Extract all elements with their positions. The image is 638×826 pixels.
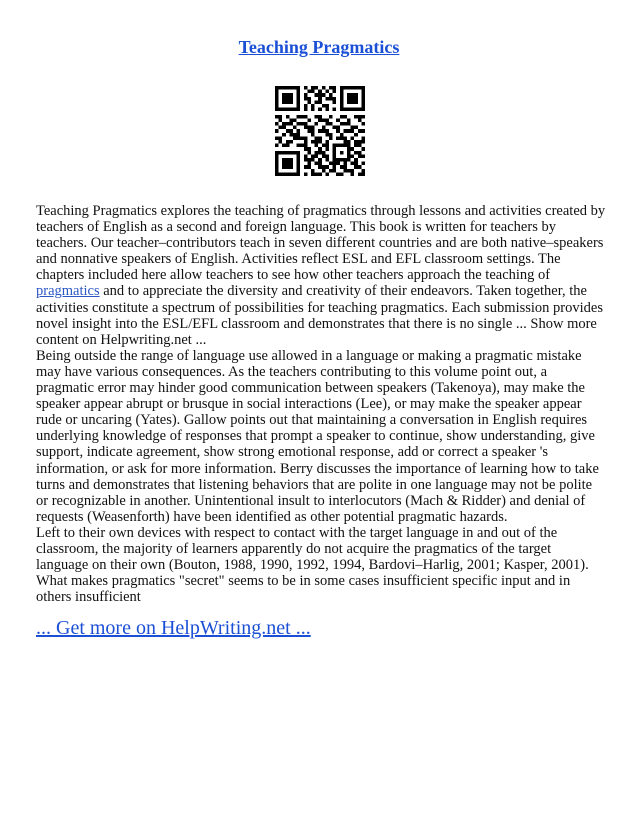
- qr-code-icon: [275, 86, 365, 176]
- article-body: [36, 203, 606, 605]
- paragraph-1-text-start: Teaching Pragmatics explores the teaching of pragmatics through lessons and activities created by teachers of English as a second and foreign language. This book is written for teachers by teachers. Our teacher–contributors teach in seven different countries and are both native–speakers and nonnative speakers of English. Activities reflect ESL and EFL classroom settings. The chapters included here allow teachers to see how other teachers approach the teaching of: [36, 203, 606, 284]
- paragraph-1: [36, 203, 606, 348]
- paragraph-2: Being outside the range of language use allowed in a language or making a pragmatic mistake may have various consequences. As the teachers contributing to this volume point out, a pragmatic error may hinder good communication between speakers (Takenoya), may make the speaker appear abrupt or brusque in social interactions (Lee), or may make the speaker appear rude or uncaring (Yates). Gallow points out that maintaining a conversation in English requires underlying knowledge of responses that prompt a speaker to continue, show understanding, give support, indicate agreement, show strong emotional response, add or correct a speaker 's information, or ask for more information. Berry discusses the importance of learning how to take turns and demonstrates that listening behaviors that are polite in one language may not be polite or recognizable in another. Unintentional insult to interlocutors (Mach & Ridder) and denial of requests (Weasenforth) have been identified as other potential pragmatic hazards.: [36, 347, 599, 525]
- paragraph-3: Left to their own devices with respect to contact with the target language in and out of the classroom, the majority of learners apparently do not acquire the pragmatics of the target language on their own (Bouton, 1988, 1990, 1992, 1994, Bardovi–Harlig, 2001; Kasper, 2001). What makes pragmatics "secret" seems to be in some cases insufficient specific input and in others insufficient: [36, 524, 589, 606]
- get-more-link[interactable]: ... Get more on HelpWriting.net ...: [36, 617, 311, 639]
- paragraph-1-text-end: and to appreciate the diversity and creativity of their endeavors. Taken together, the activities constitute a spectrum of possibilities for teaching pragmatics. Each submission provides novel insight into the ESL/EFL classroom and demonstrates that there is no single ... Show more content on Helpwriting.net ...: [36, 283, 603, 348]
- page-title[interactable]: Teaching Pragmatics: [238, 37, 400, 57]
- pragmatics-link[interactable]: pragmatics: [36, 283, 100, 300]
